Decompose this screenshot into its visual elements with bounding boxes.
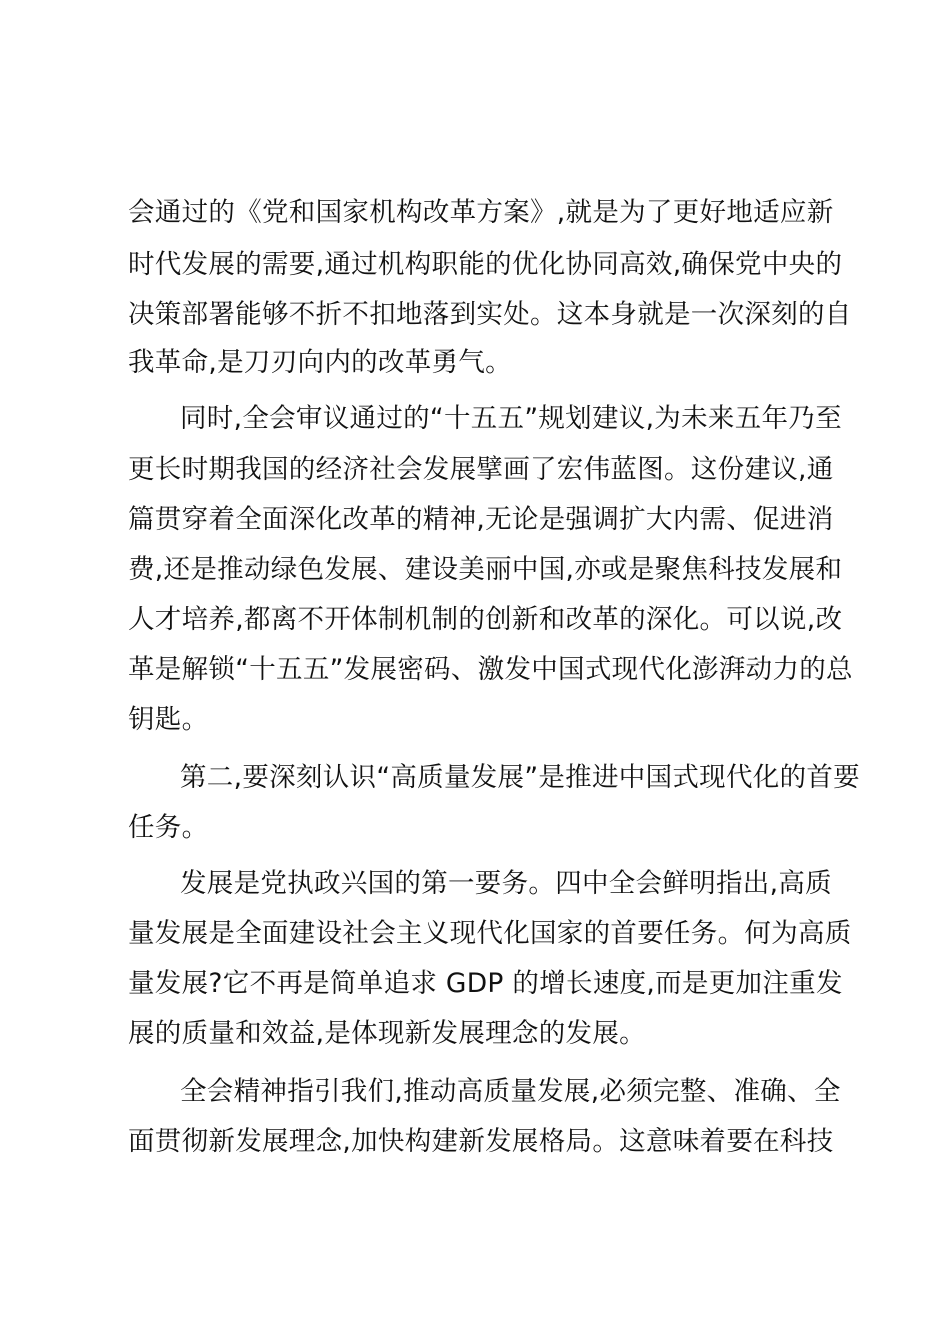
text-line: 时代发展的需要,通过机构职能的优化协同高效,确保党中央的 bbox=[128, 249, 843, 280]
text-line: 人才培养,都离不开体制机制的创新和改革的深化。可以说,改 bbox=[128, 604, 843, 635]
text-line: 全会精神指引我们,推动高质量发展,必须完整、准确、全 bbox=[180, 1076, 841, 1107]
text-line: 量发展是全面建设社会主义现代化国家的首要任务。何为高质 bbox=[128, 918, 852, 949]
text-line: 费,还是推动绿色发展、建设美丽中国,亦或是聚焦科技发展和 bbox=[128, 554, 843, 585]
text-line: 篇贯穿着全面深化改革的精神,无论是强调扩大内需、促进消 bbox=[128, 504, 834, 535]
text-line: 我革命,是刀刃向内的改革勇气。 bbox=[128, 347, 512, 378]
text-line: 发展是党执政兴国的第一要务。四中全会鲜明指出,高质 bbox=[180, 868, 832, 899]
text-line: 革是解锁“十五五”发展密码、激发中国式现代化澎湃动力的总 bbox=[128, 654, 853, 685]
text-line: 更长时期我国的经济社会发展擘画了宏伟蓝图。这份建议,通 bbox=[128, 454, 834, 485]
text-line: 展的质量和效益,是体现新发展理念的发展。 bbox=[128, 1018, 646, 1049]
text-line: 量发展?它不再是简单追求 GDP 的增长速度,而是更加注重发 bbox=[128, 968, 843, 999]
text-line: 决策部署能够不折不扣地落到实处。这本身就是一次深刻的自 bbox=[128, 299, 852, 330]
text-line: 第二,要深刻认识“高质量发展”是推进中国式现代化的首要 bbox=[180, 762, 860, 793]
text-line: 钥匙。 bbox=[128, 704, 209, 735]
text-line: 同时,全会审议通过的“十五五”规划建议,为未来五年乃至 bbox=[180, 403, 842, 434]
text-line: 面贯彻新发展理念,加快构建新发展格局。这意味着要在科技 bbox=[128, 1126, 834, 1157]
text-line: 会通过的《党和国家机构改革方案》,就是为了更好地适应新 bbox=[128, 197, 834, 228]
text-line: 任务。 bbox=[128, 812, 209, 843]
